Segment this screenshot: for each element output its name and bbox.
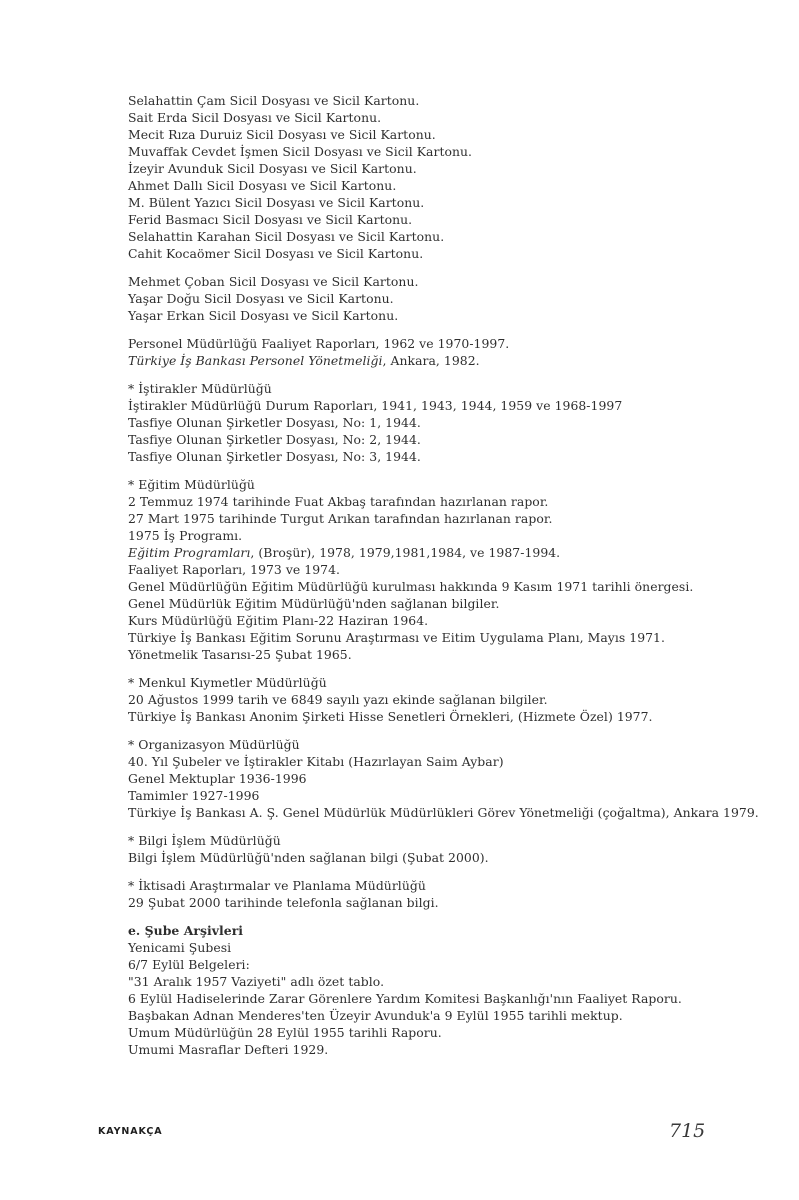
text-segment-normal: 29 Şubat 2000 tarihinde telefonla sağlanan bilgi.: [128, 895, 439, 910]
text-line: [128, 1024, 768, 1041]
text-line: [128, 527, 768, 544]
text-segment-normal: * Menkul Kıymetler Müdürlüğü: [128, 675, 327, 690]
text-segment-normal: , (Broşür), 1978, 1979,1981,1984, ve 1987-1994.: [250, 545, 561, 560]
text-segment-normal: Yönetmelik Tasarısı-25 Şubat 1965.: [128, 647, 352, 662]
sicil-dosyalari-list-2: [128, 273, 768, 324]
text-line: [128, 380, 768, 397]
text-line: [128, 770, 768, 787]
text-line: [128, 832, 768, 849]
text-line: [128, 674, 768, 691]
sicil-dosyalari-list-1: [128, 92, 768, 262]
text-segment-normal: İştirakler Müdürlüğü Durum Raporları, 1941, 1943, 1944, 1959 ve 1968-1997: [128, 398, 623, 413]
text-line: [128, 143, 768, 160]
text-segment-normal: Cahit Kocaömer Sicil Dosyası ve Sicil Kartonu.: [128, 246, 424, 261]
text-segment-normal: Genel Müdürlüğün Eğitim Müdürlüğü kurulması hakkında 9 Kasım 1971 tarihli önergesi.: [128, 579, 694, 594]
text-line: [128, 160, 768, 177]
text-line: [128, 126, 768, 143]
text-segment-normal: 27 Mart 1975 tarihinde Turgut Arıkan tarafından hazırlanan rapor.: [128, 511, 553, 526]
text-line: [128, 290, 768, 307]
text-segment-normal: * İştirakler Müdürlüğü: [128, 381, 272, 396]
iktisadi-arastirmalar-section: [128, 877, 768, 911]
text-segment-normal: * İktisadi Araştırmalar ve Planlama Müdürlüğü: [128, 878, 426, 893]
text-line: [128, 397, 768, 414]
text-line: [128, 493, 768, 510]
text-segment-normal: "31 Aralık 1957 Vaziyeti" adlı özet tablo.: [128, 974, 385, 989]
text-line: [128, 753, 768, 770]
text-line: [128, 1007, 768, 1024]
text-segment-normal: Genel Müdürlük Eğitim Müdürlüğü'nden sağlanan bilgiler.: [128, 596, 500, 611]
text-segment-normal: Umumi Masraflar Defteri 1929.: [128, 1042, 329, 1057]
text-line: [128, 476, 768, 493]
text-segment-italic: Eğitim Programları: [128, 545, 251, 560]
text-segment-normal: 6/7 Eylül Belgeleri:: [128, 957, 250, 972]
text-segment-normal: Faaliyet Raporları, 1973 ve 1974.: [128, 562, 340, 577]
text-segment-normal: Türkiye İş Bankası Eğitim Sorunu Araştırması ve Eitim Uygulama Planı, Mayıs 1971.: [128, 630, 665, 645]
text-line: [128, 939, 768, 956]
text-segment-normal: Yaşar Erkan Sicil Dosyası ve Sicil Kartonu.: [128, 308, 399, 323]
text-line: [128, 691, 768, 708]
text-line: [128, 849, 768, 866]
menkul-kiymetler-mudurlugu-section: [128, 674, 768, 725]
text-line: [128, 894, 768, 911]
text-segment-normal: Mehmet Çoban Sicil Dosyası ve Sicil Kartonu.: [128, 274, 419, 289]
text-segment-italic: Türkiye İş Bankası Personel Yönetmeliği: [128, 353, 383, 368]
text-line: [128, 804, 768, 821]
text-line: [128, 245, 768, 262]
text-segment-normal: Tamimler 1927-1996: [128, 788, 260, 803]
text-line: [128, 787, 768, 804]
text-segment-normal: * Eğitim Müdürlüğü: [128, 477, 255, 492]
text-line: [128, 194, 768, 211]
text-segment-normal: M. Bülent Yazıcı Sicil Dosyası ve Sicil Kartonu.: [128, 195, 425, 210]
text-line: [128, 92, 768, 109]
text-line: [128, 708, 768, 725]
text-segment-normal: 1975 İş Programı.: [128, 528, 243, 543]
text-line: [128, 431, 768, 448]
text-segment-normal: Ahmet Dallı Sicil Dosyası ve Sicil Kartonu.: [128, 178, 397, 193]
egitim-mudurlugu-section: [128, 476, 768, 663]
text-segment-normal: Kurs Müdürlüğü Eğitim Planı-22 Haziran 1964.: [128, 613, 429, 628]
text-segment-normal: Sait Erda Sicil Dosyası ve Sicil Kartonu.: [128, 110, 382, 125]
page-number: 715: [669, 1120, 706, 1142]
text-segment-normal: İzeyir Avunduk Sicil Dosyası ve Sicil Kartonu.: [128, 161, 417, 176]
text-segment-normal: 40. Yıl Şubeler ve İştirakler Kitabı (Hazırlayan Saim Aybar): [128, 754, 504, 769]
text-segment-normal: Türkiye İş Bankası Anonim Şirketi Hisse Senetleri Örnekleri, (Hizmete Özel) 1977.: [128, 709, 653, 724]
text-segment-normal: Umum Müdürlüğün 28 Eylül 1955 tarihli Raporu.: [128, 1025, 442, 1040]
bilgi-islem-mudurlugu-section: [128, 832, 768, 866]
text-line: [128, 646, 768, 663]
text-segment-normal: Muvaffak Cevdet İşmen Sicil Dosyası ve Sicil Kartonu.: [128, 144, 473, 159]
text-line: [128, 612, 768, 629]
text-line: [128, 335, 768, 352]
text-segment-normal: Başbakan Adnan Menderes'ten Üzeyir Avunduk'a 9 Eylül 1955 tarihli mektup.: [128, 1008, 623, 1023]
text-line: [128, 273, 768, 290]
text-segment-normal: Tasfiye Olunan Şirketler Dosyası, No: 3, 1944.: [128, 449, 421, 464]
text-line: [128, 973, 768, 990]
text-segment-normal: Tasfiye Olunan Şirketler Dosyası, No: 2, 1944.: [128, 432, 421, 447]
text-line: [128, 561, 768, 578]
text-segment-normal: Bilgi İşlem Müdürlüğü'nden sağlanan bilgi (Şubat 2000).: [128, 850, 489, 865]
document-content: [128, 92, 768, 1058]
organizasyon-mudurlugu-section: [128, 736, 768, 821]
text-line: [128, 177, 768, 194]
text-line: [128, 211, 768, 228]
text-line: [128, 595, 768, 612]
text-segment-normal: 6 Eylül Hadiselerinde Zarar Görenlere Yardım Komitesi Başkanlığı'nın Faaliyet Raporu.: [128, 991, 682, 1006]
text-line: [128, 352, 768, 369]
text-segment-normal: Tasfiye Olunan Şirketler Dosyası, No: 1, 1944.: [128, 415, 421, 430]
text-segment-normal: Genel Mektuplar 1936-1996: [128, 771, 307, 786]
text-line: [128, 1041, 768, 1058]
text-line: [128, 990, 768, 1007]
text-segment-normal: Selahattin Karahan Sicil Dosyası ve Sicil Kartonu.: [128, 229, 445, 244]
text-line: [128, 736, 768, 753]
footer-section-label: KAYNAKÇA: [98, 1126, 163, 1137]
text-segment-normal: Personel Müdürlüğü Faaliyet Raporları, 1962 ve 1970-1997.: [128, 336, 510, 351]
istirakler-mudurlugu-section: [128, 380, 768, 465]
text-segment-normal: Türkiye İş Bankası A. Ş. Genel Müdürlük Müdürlükleri Görev Yönetmeliği (çoğaltma), Ankara 1979.: [128, 805, 759, 820]
text-segment-normal: * Bilgi İşlem Müdürlüğü: [128, 833, 281, 848]
text-segment-normal: Mecit Rıza Duruiz Sicil Dosyası ve Sicil Kartonu.: [128, 127, 436, 142]
text-line: [128, 629, 768, 646]
personel-mudurlugu-entries: [128, 335, 768, 369]
text-segment-normal: Selahattin Çam Sicil Dosyası ve Sicil Kartonu.: [128, 93, 420, 108]
text-line: [128, 956, 768, 973]
text-line: [128, 578, 768, 595]
text-line: [128, 448, 768, 465]
text-segment-normal: Yaşar Doğu Sicil Dosyası ve Sicil Kartonu.: [128, 291, 394, 306]
text-line: [128, 510, 768, 527]
text-line: [128, 877, 768, 894]
sube-arsivleri-section: [128, 922, 768, 1058]
text-segment-normal: 2 Temmuz 1974 tarihinde Fuat Akbaş tarafından hazırlanan rapor.: [128, 494, 549, 509]
text-line: [128, 414, 768, 431]
text-segment-normal: Ferid Basmacı Sicil Dosyası ve Sicil Kartonu.: [128, 212, 413, 227]
text-segment-normal: Yenicami Şubesi: [128, 940, 232, 955]
text-line: [128, 109, 768, 126]
text-segment-bold: e. Şube Arşivleri: [128, 923, 244, 938]
text-line: [128, 922, 768, 939]
text-line: [128, 544, 768, 561]
text-segment-normal: , Ankara, 1982.: [382, 353, 480, 368]
text-segment-normal: * Organizasyon Müdürlüğü: [128, 737, 300, 752]
text-segment-normal: 20 Ağustos 1999 tarih ve 6849 sayılı yazı ekinde sağlanan bilgiler.: [128, 692, 548, 707]
text-line: [128, 307, 768, 324]
text-line: [128, 228, 768, 245]
